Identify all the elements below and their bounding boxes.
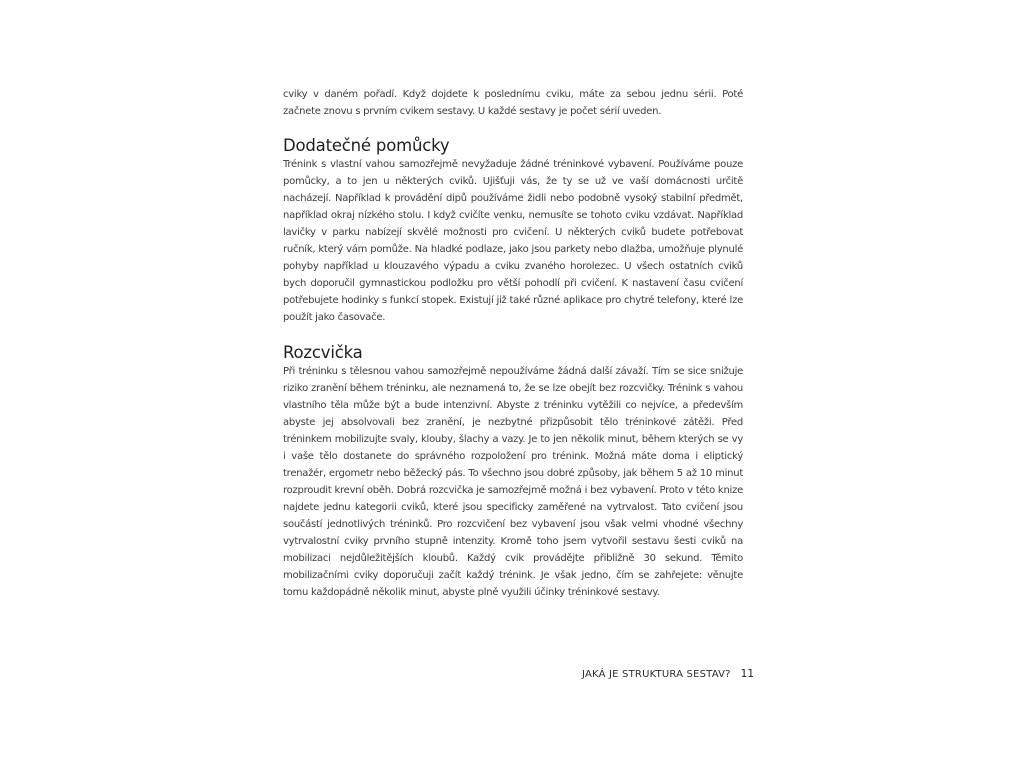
page-number: 11 [740, 668, 755, 680]
page-footer [582, 667, 754, 682]
running-title: JAKÁ JE STRUKTURA SESTAV? [582, 669, 731, 680]
section-body-rozcvicka: Při tréninku s tělesnou vahou samozřejmě nepoužíváme žádná další závaží. Tím se sice snižuje riziko zranění během tréninku, ale neznamená to, že se lze obejít bez rozcvičky. Trénink s vahou vlastního těla může být a bude intenzivní. Abyste z tréninku vytěžili co nejvíce, a především abyste jej absolvovali bez zranění, je nezbytné přizpůsobit tělo tréninkové zátěži. Před tréninkem mobilizujte svaly, klouby, šlachy a vazy. Je to jen několik minut, během kterých se vy i vaše tělo dostanete do správného rozpoložení pro trénink. Možná máte doma i eliptický trenažér, ergometr nebo běžecký pás. To všechno jsou dobré způsoby, jak během 5 až 10 minut rozproudit krevní oběh. Dobrá rozcvička je samozřejmě možná i bez vybavení. Proto v této knize najdete jednu kategorii cviků, které jsou specificky zaměřené na vytrvalost. Tato cvičení jsou součástí jednotlivých tréninků. Pro rozcvičení bez vybavení jsou však velmi vhodné všechny vytrvalostní cviky prvního stupně intenzity. Kromě toho jsem vytvořil sestavu šesti cviků na mobilizaci nejdůležitějších kloubů. Každý cvik provádějte přibližně 30 sekund. Těmito mobilizačními cviky doporučuji začít každý trénink. Je však jedno, čím se zahřejete: věnujte tomu každopádně několik minut, abyste plně využili účinky tréninkové sestavy. [283, 366, 743, 598]
section-heading-rozcvicka: Rozcvička [283, 343, 363, 362]
section-heading-dodatecne-pomucky: Dodatečné pomůcky [283, 136, 450, 155]
page-content [283, 86, 743, 601]
intro-paragraph: cviky v daném pořadí. Když dojdete k poslednímu cviku, máte za sebou jednu sérii. Poté začnete znovu s prvním cvikem sestavy. U každé sestavy je počet sérií uveden. [283, 89, 743, 117]
section-body-dodatecne-pomucky: Trénink s vlastní vahou samozřejmě nevyžaduje žádné tréninkové vybavení. Používáme pouze pomůcky, a to jen u některých cviků. Ujišťuji vás, že ty se už ve vaší domácnosti určitě nacházejí. Například k provádění dipů používáme židli nebo podobně vysoký stabilní předmět, například okraj nízkého stolu. I když cvičíte venku, nemusíte se tohoto cviku vzdávat. Například lavičky v parku nabízejí skvělé možnosti pro cvičení. U některých cviků budete potřebovat ručník, který vám pomůže. Na hladké podlaze, jako jsou parkety nebo dlažba, umožňuje plynulé pohyby například u klouzavého výpadu a cviku zvaného horolezec. U všech ostatních cviků bych doporučil gymnastickou podložku pro větší pohodlí při cvičení. K nastavení času cvičení potřebujete hodinky s funkcí stopek. Existují již také různé aplikace pro chytré telefony, které lze použít jako časovače. [283, 159, 743, 323]
